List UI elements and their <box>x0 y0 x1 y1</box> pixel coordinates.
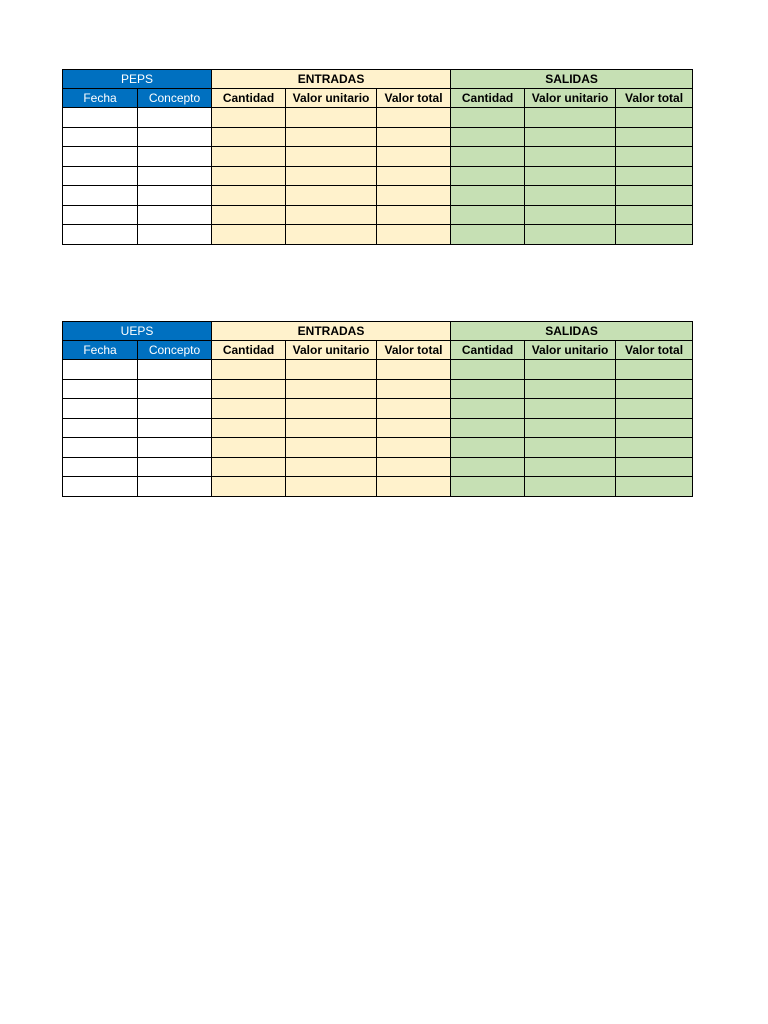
table-row <box>63 225 693 245</box>
entradas-cantidad-cell[interactable] <box>212 438 286 458</box>
salidas-cantidad-cell[interactable] <box>451 147 525 167</box>
entradas-valor-unitario-cell[interactable] <box>286 186 377 206</box>
method-title: PEPS <box>63 70 212 89</box>
entradas-valor-total-cell[interactable] <box>377 379 451 399</box>
salidas-valor-unitario-cell[interactable] <box>525 147 616 167</box>
concepto-column-header: Concepto <box>138 341 212 360</box>
entradas-cantidad-cell[interactable] <box>212 457 286 477</box>
peps-table-body <box>63 108 693 245</box>
salidas-cantidad-cell[interactable] <box>451 477 525 497</box>
salidas-cantidad-cell[interactable] <box>451 418 525 438</box>
entradas-cantidad-cell[interactable] <box>212 379 286 399</box>
table-row <box>63 205 693 225</box>
salidas-valor-total-cell[interactable] <box>616 360 693 380</box>
fecha-cell[interactable] <box>63 477 138 497</box>
entradas-valor-unitario-cell[interactable] <box>286 108 377 128</box>
fecha-cell[interactable] <box>63 166 138 186</box>
entradas-valor-unitario-header: Valor unitario <box>286 341 377 360</box>
salidas-cantidad-cell[interactable] <box>451 399 525 419</box>
entradas-valor-unitario-cell[interactable] <box>286 166 377 186</box>
table-row <box>63 457 693 477</box>
salidas-valor-total-cell[interactable] <box>616 186 693 206</box>
method-title: UEPS <box>63 322 212 341</box>
concepto-cell[interactable] <box>138 360 212 380</box>
entradas-cantidad-cell[interactable] <box>212 477 286 497</box>
entradas-cantidad-cell[interactable] <box>212 186 286 206</box>
concepto-cell[interactable] <box>138 127 212 147</box>
entradas-valor-total-cell[interactable] <box>377 166 451 186</box>
salidas-valor-total-cell[interactable] <box>616 438 693 458</box>
entradas-cantidad-cell[interactable] <box>212 108 286 128</box>
entradas-cantidad-cell[interactable] <box>212 166 286 186</box>
salidas-valor-total-cell[interactable] <box>616 127 693 147</box>
salidas-valor-unitario-cell[interactable] <box>525 108 616 128</box>
salidas-valor-unitario-cell[interactable] <box>525 457 616 477</box>
salidas-valor-unitario-cell[interactable] <box>525 225 616 245</box>
salidas-cantidad-header: Cantidad <box>451 341 525 360</box>
entradas-cantidad-cell[interactable] <box>212 399 286 419</box>
salidas-cantidad-cell[interactable] <box>451 186 525 206</box>
fecha-cell[interactable] <box>63 418 138 438</box>
salidas-group-header: SALIDAS <box>451 322 693 341</box>
salidas-valor-unitario-cell[interactable] <box>525 360 616 380</box>
fecha-cell[interactable] <box>63 186 138 206</box>
salidas-valor-total-cell[interactable] <box>616 108 693 128</box>
entradas-valor-total-cell[interactable] <box>377 147 451 167</box>
entradas-valor-unitario-cell[interactable] <box>286 418 377 438</box>
fecha-cell[interactable] <box>63 225 138 245</box>
concepto-cell[interactable] <box>138 225 212 245</box>
table-row <box>63 186 693 206</box>
salidas-valor-unitario-cell[interactable] <box>525 379 616 399</box>
entradas-valor-unitario-cell[interactable] <box>286 457 377 477</box>
concepto-cell[interactable] <box>138 399 212 419</box>
table-row <box>63 477 693 497</box>
salidas-valor-total-header: Valor total <box>616 341 693 360</box>
entradas-valor-unitario-header: Valor unitario <box>286 89 377 108</box>
entradas-cantidad-cell[interactable] <box>212 225 286 245</box>
entradas-valor-unitario-cell[interactable] <box>286 205 377 225</box>
concepto-cell[interactable] <box>138 477 212 497</box>
entradas-valor-unitario-cell[interactable] <box>286 147 377 167</box>
entradas-cantidad-cell[interactable] <box>212 360 286 380</box>
salidas-cantidad-header: Cantidad <box>451 89 525 108</box>
concepto-column-header: Concepto <box>138 89 212 108</box>
group-header-row <box>63 322 693 341</box>
ueps-table <box>62 321 693 497</box>
salidas-cantidad-cell[interactable] <box>451 360 525 380</box>
table-row <box>63 127 693 147</box>
salidas-cantidad-cell[interactable] <box>451 127 525 147</box>
table-row <box>63 399 693 419</box>
salidas-valor-total-cell[interactable] <box>616 477 693 497</box>
salidas-cantidad-cell[interactable] <box>451 225 525 245</box>
concepto-cell[interactable] <box>138 418 212 438</box>
fecha-cell[interactable] <box>63 379 138 399</box>
salidas-cantidad-cell[interactable] <box>451 166 525 186</box>
salidas-cantidad-cell[interactable] <box>451 379 525 399</box>
salidas-valor-unitario-cell[interactable] <box>525 186 616 206</box>
entradas-cantidad-cell[interactable] <box>212 205 286 225</box>
salidas-valor-total-cell[interactable] <box>616 399 693 419</box>
concepto-cell[interactable] <box>138 186 212 206</box>
salidas-valor-unitario-header: Valor unitario <box>525 341 616 360</box>
entradas-valor-unitario-cell[interactable] <box>286 399 377 419</box>
salidas-valor-unitario-header: Valor unitario <box>525 89 616 108</box>
entradas-valor-total-cell[interactable] <box>377 186 451 206</box>
table-row <box>63 108 693 128</box>
entradas-valor-unitario-cell[interactable] <box>286 379 377 399</box>
table-row <box>63 147 693 167</box>
salidas-cantidad-cell[interactable] <box>451 457 525 477</box>
entradas-valor-total-cell[interactable] <box>377 418 451 438</box>
salidas-valor-total-cell[interactable] <box>616 457 693 477</box>
table-row <box>63 360 693 380</box>
fecha-cell[interactable] <box>63 457 138 477</box>
fecha-cell[interactable] <box>63 399 138 419</box>
concepto-cell[interactable] <box>138 379 212 399</box>
salidas-cantidad-cell[interactable] <box>451 108 525 128</box>
entradas-cantidad-header: Cantidad <box>212 89 286 108</box>
peps-table <box>62 69 693 245</box>
ueps-table-body <box>63 360 693 497</box>
concepto-cell[interactable] <box>138 457 212 477</box>
fecha-cell[interactable] <box>63 438 138 458</box>
salidas-valor-total-cell[interactable] <box>616 418 693 438</box>
salidas-valor-unitario-cell[interactable] <box>525 438 616 458</box>
fecha-cell[interactable] <box>63 108 138 128</box>
entradas-cantidad-cell[interactable] <box>212 418 286 438</box>
entradas-valor-total-cell[interactable] <box>377 477 451 497</box>
fecha-cell[interactable] <box>63 127 138 147</box>
salidas-valor-unitario-cell[interactable] <box>525 399 616 419</box>
entradas-valor-unitario-cell[interactable] <box>286 438 377 458</box>
entradas-valor-total-cell[interactable] <box>377 127 451 147</box>
salidas-valor-unitario-cell[interactable] <box>525 477 616 497</box>
entradas-valor-total-cell[interactable] <box>377 399 451 419</box>
entradas-cantidad-header: Cantidad <box>212 341 286 360</box>
salidas-valor-unitario-cell[interactable] <box>525 166 616 186</box>
salidas-valor-total-header: Valor total <box>616 89 693 108</box>
salidas-valor-total-cell[interactable] <box>616 379 693 399</box>
entradas-cantidad-cell[interactable] <box>212 147 286 167</box>
concepto-cell[interactable] <box>138 438 212 458</box>
table-row <box>63 438 693 458</box>
fecha-cell[interactable] <box>63 147 138 167</box>
salidas-cantidad-cell[interactable] <box>451 438 525 458</box>
entradas-valor-unitario-cell[interactable] <box>286 225 377 245</box>
salidas-valor-total-cell[interactable] <box>616 205 693 225</box>
salidas-valor-unitario-cell[interactable] <box>525 205 616 225</box>
entradas-valor-unitario-cell[interactable] <box>286 360 377 380</box>
salidas-valor-total-cell[interactable] <box>616 225 693 245</box>
concepto-cell[interactable] <box>138 108 212 128</box>
fecha-cell[interactable] <box>63 205 138 225</box>
entradas-valor-unitario-cell[interactable] <box>286 477 377 497</box>
salidas-valor-total-cell[interactable] <box>616 166 693 186</box>
table-row <box>63 166 693 186</box>
entradas-valor-total-cell[interactable] <box>377 108 451 128</box>
table-row <box>63 418 693 438</box>
entradas-group-header: ENTRADAS <box>212 322 451 341</box>
entradas-valor-total-cell[interactable] <box>377 438 451 458</box>
fecha-column-header: Fecha <box>63 341 138 360</box>
column-header-row <box>63 341 693 360</box>
entradas-group-header: ENTRADAS <box>212 70 451 89</box>
concepto-cell[interactable] <box>138 205 212 225</box>
entradas-cantidad-cell[interactable] <box>212 127 286 147</box>
fecha-column-header: Fecha <box>63 89 138 108</box>
table-row <box>63 379 693 399</box>
entradas-valor-total-cell[interactable] <box>377 360 451 380</box>
entradas-valor-unitario-cell[interactable] <box>286 127 377 147</box>
group-header-row <box>63 70 693 89</box>
salidas-valor-unitario-cell[interactable] <box>525 127 616 147</box>
entradas-valor-total-header: Valor total <box>377 341 451 360</box>
fecha-cell[interactable] <box>63 360 138 380</box>
salidas-valor-total-cell[interactable] <box>616 147 693 167</box>
entradas-valor-total-cell[interactable] <box>377 457 451 477</box>
salidas-cantidad-cell[interactable] <box>451 205 525 225</box>
entradas-valor-total-cell[interactable] <box>377 205 451 225</box>
column-header-row <box>63 89 693 108</box>
concepto-cell[interactable] <box>138 166 212 186</box>
entradas-valor-total-header: Valor total <box>377 89 451 108</box>
entradas-valor-total-cell[interactable] <box>377 225 451 245</box>
salidas-valor-unitario-cell[interactable] <box>525 418 616 438</box>
concepto-cell[interactable] <box>138 147 212 167</box>
salidas-group-header: SALIDAS <box>451 70 693 89</box>
